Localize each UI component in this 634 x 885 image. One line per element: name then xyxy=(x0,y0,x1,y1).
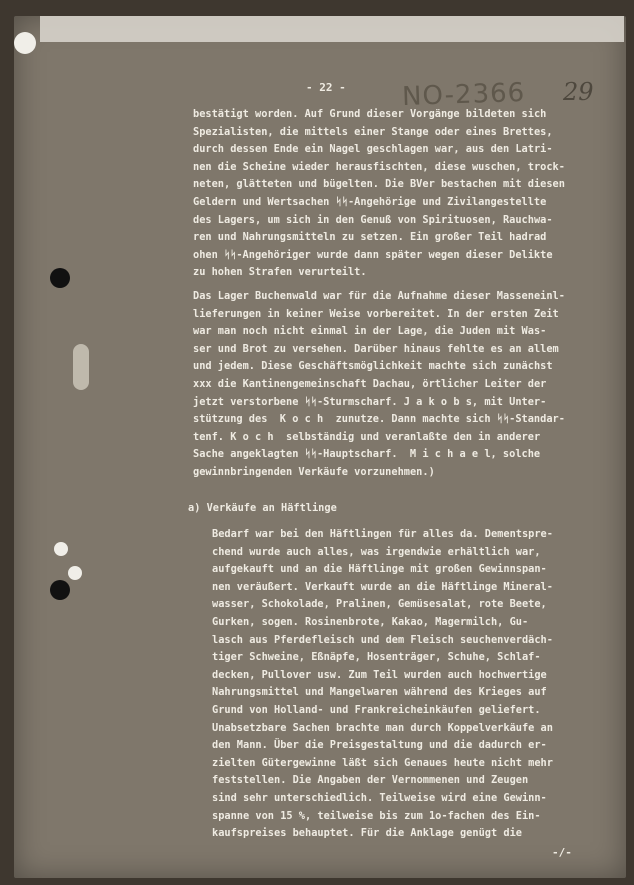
text-line: war man noch nicht einmal in der Lage, die Juden mit Was- xyxy=(193,325,547,338)
text-line: decken, Pullover usw. Zum Teil wurden auch hochwertige xyxy=(212,668,547,681)
text-line: Unabsetzbare Sachen brachte man durch Koppelverkäufe an xyxy=(212,721,553,734)
text-line: feststellen. Die Angaben der Vernommenen und Zeugen xyxy=(212,774,529,787)
text-line: spanne von 15 %, teilweise bis zum 1o-fachen des Ein- xyxy=(212,809,541,822)
text-line: gewinnbringenden Verkäufe vorzunehmen.) xyxy=(193,466,435,478)
text-line: stützung des K o c h zunutze. Dann machte sich ᛋᛋ-Standar- xyxy=(193,413,565,426)
text-line: zu hohen Strafen verurteilt. xyxy=(193,266,367,279)
text-line: des Lagers, um sich in den Genuß von Spirituosen, Rauchwa- xyxy=(193,213,553,226)
text-line: neten, glätteten und bügelten. Die BVer bestachen mit diesen xyxy=(193,178,565,191)
text-line: lasch aus Pferdefleisch und dem Fleisch seuchenverdäch- xyxy=(212,633,553,646)
text-line: aufgekauft und an die Häftlinge mit großen Gewinnspan- xyxy=(212,563,547,576)
text-line: xxx die Kantinengemeinschaft Dachau, örtlicher Leiter der xyxy=(193,378,547,390)
text-line: wasser, Schokolade, Pralinen, Gemüsesalat, rote Beete, xyxy=(212,598,547,611)
text-line: durch dessen Ende ein Nagel geschlagen war, aus den Latri- xyxy=(193,143,553,156)
text-line: den Mann. Über die Preisgestaltung und die dadurch er- xyxy=(212,739,547,752)
text-line: nen die Scheine wieder herausfischten, diese wuschen, trock- xyxy=(193,160,565,173)
text-line: jetzt verstorbene ᛋᛋ-Sturmscharf. J a k o b s, mit Unter- xyxy=(193,395,547,408)
text-line: Spezialisten, die mittels einer Stange oder eines Brettes, xyxy=(193,125,553,138)
page-number: - 22 - xyxy=(306,81,346,94)
text-line: Das Lager Buchenwald war für die Aufnahme dieser Masseneinl- xyxy=(193,290,565,302)
text-line: lieferungen in keiner Weise vorbereitet. In der ersten Zeit xyxy=(193,307,559,320)
text-line: ren und Nahrungsmitteln zu setzen. Ein großer Teil hadrad xyxy=(193,231,547,244)
page-footer: -/- xyxy=(552,846,572,859)
text-line: Nahrungsmittel und Mangelwaren während des Krieges auf xyxy=(212,686,547,699)
text-line: sind sehr unterschiedlich. Teilweise wird eine Gewinn- xyxy=(212,792,547,804)
text-line: Bedarf war bei den Häftlingen für alles da. Dementspre- xyxy=(212,528,553,540)
text-line: zielten Gütergewinne läßt sich Genaues heute nicht mehr xyxy=(212,756,553,769)
text-line: bestätigt worden. Auf Grund dieser Vorgänge bildeten sich xyxy=(193,108,547,120)
text-line: nen veräußert. Verkauft wurde an die Häftlinge Mineral- xyxy=(212,580,553,593)
text-line: kaufspreises behauptet. Für die Anklage genügt die xyxy=(212,827,522,840)
section-heading: a) Verkäufe an Häftlinge xyxy=(188,502,337,514)
text-line: ohen ᛋᛋ-Angehöriger wurde dann später wegen dieser Delikte xyxy=(193,248,553,261)
text-line: tenf. K o c h selbständig und veranlaßte den in anderer xyxy=(193,430,541,443)
text-line: Geldern und Wertsachen ᛋᛋ-Angehörige und Zivilangestellte xyxy=(193,196,547,208)
text-line: tiger Schweine, Eßnäpfe, Hosenträger, Schuhe, Schlaf- xyxy=(212,651,541,664)
text-line: und jedem. Diese Geschäftsmöglichkeit machte sich zunächst xyxy=(193,360,553,373)
archive-number: 29 xyxy=(563,78,594,106)
text-line: Grund von Holland- und Frankreicheinkäufen geliefert. xyxy=(212,704,541,716)
text-line: ser und Brot zu versehen. Darüber hinaus fehlte es an allem xyxy=(193,342,559,355)
text-line: chend wurde auch alles, was irgendwie erhältlich war, xyxy=(212,545,541,558)
text-line: Sache angeklagten ᛋᛋ-Hauptscharf. M i c h a e l, solche xyxy=(193,448,541,461)
text-line: Gurken, sogen. Rosinenbrote, Kakao, Magermilch, Gu- xyxy=(212,616,529,628)
archive-stamp: NO-2366 xyxy=(401,77,526,113)
